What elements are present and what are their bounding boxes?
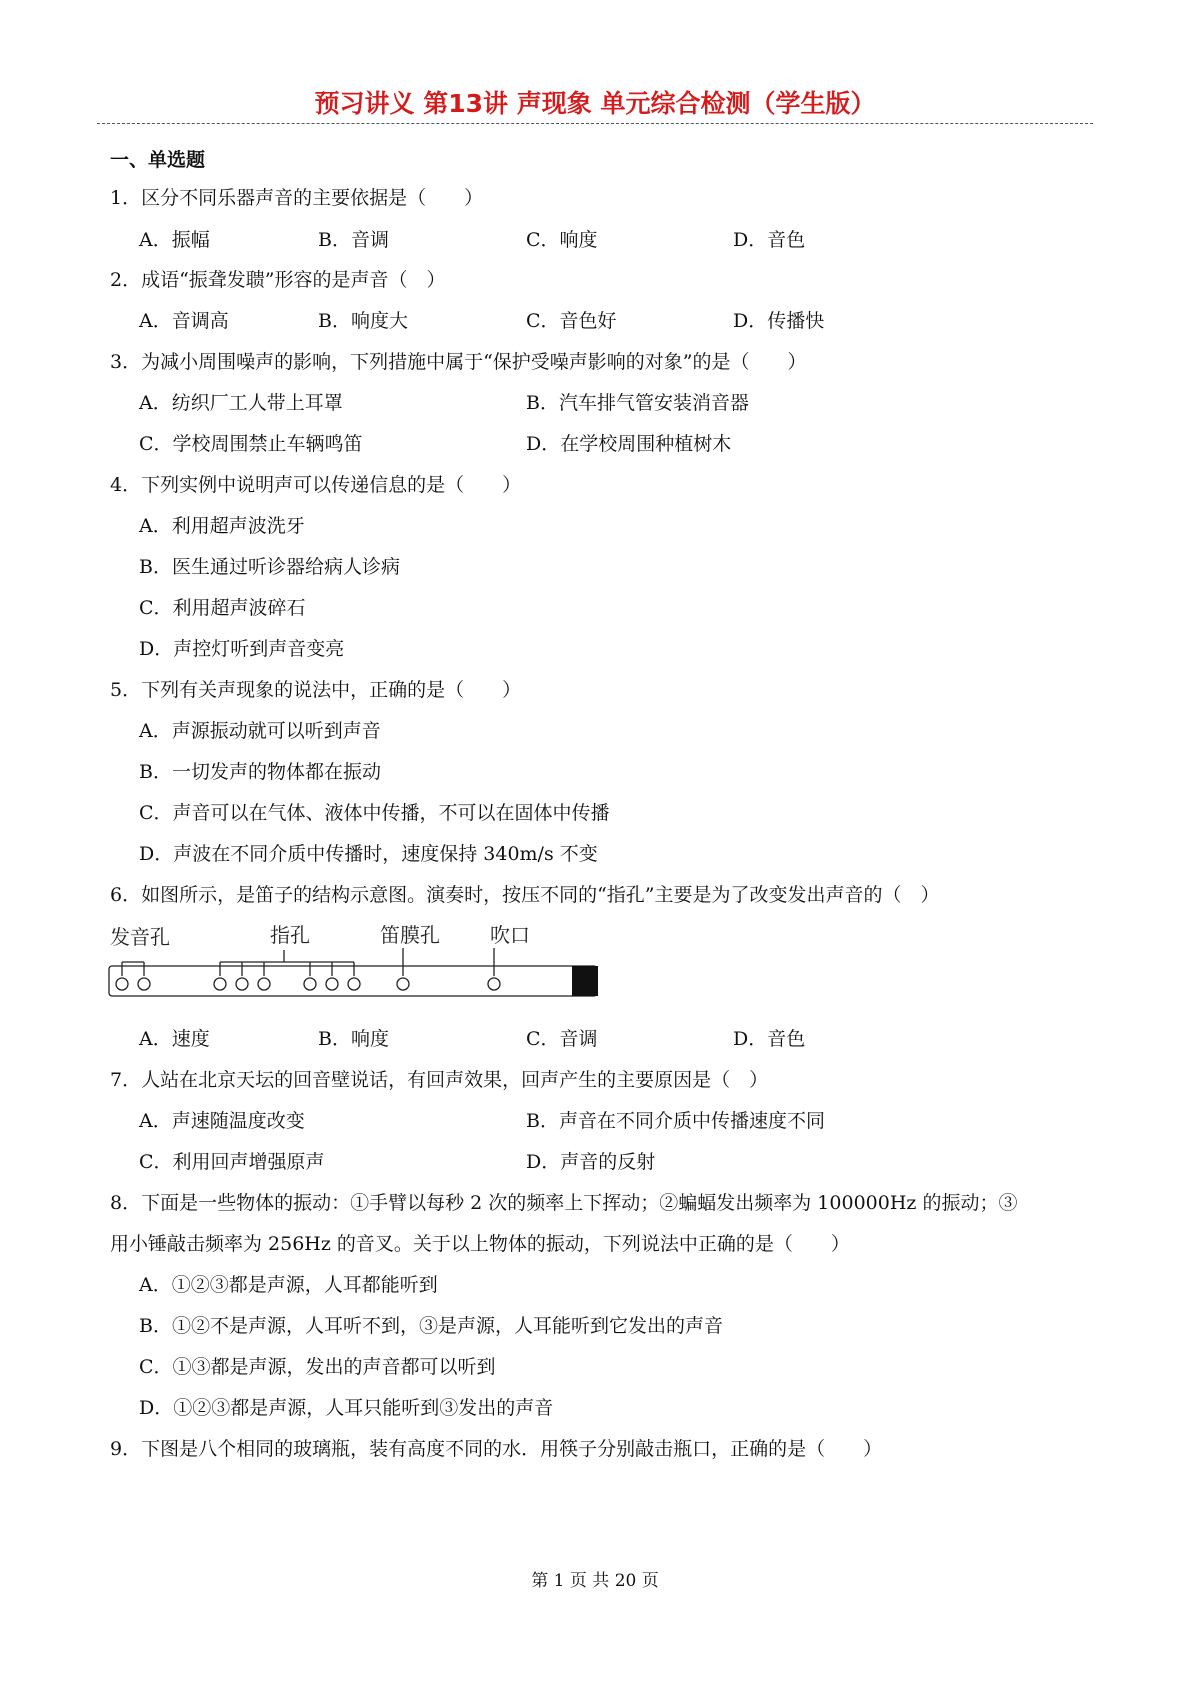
q5-option-b: B．一切发声的物体都在振动 (139, 761, 381, 783)
q8-option-a: A．①②③都是声源，人耳都能听到 (139, 1274, 438, 1296)
question-4-stem: 4．下列实例中说明声可以传递信息的是（ ） (110, 474, 522, 496)
page-footer: 第 1 页 共 20 页 (531, 1571, 659, 1591)
q3-option-a: A．纺织厂工人带上耳罩 (139, 392, 343, 414)
q2-option-a: A．音调高 (139, 310, 229, 332)
q4-option-b: B．医生通过听诊器给病人诊病 (139, 556, 400, 578)
label-membrane-hole: 笛膜孔 (380, 923, 440, 947)
question-6-stem: 6．如图所示，是笛子的结构示意图。演奏时，按压不同的“指孔”主要是为了改变发出声音的（ ） (110, 884, 940, 906)
question-2-stem: 2．成语“振聋发聩”形容的是声音（ ） (110, 269, 446, 291)
q6-option-d: D．音色 (733, 1028, 806, 1050)
q6-option-b: B．响度 (318, 1028, 389, 1050)
q2-option-d: D．传播快 (733, 310, 825, 332)
title-divider (97, 123, 1093, 124)
q1-option-b: B．音调 (318, 229, 389, 251)
q1-option-d: D．音色 (733, 229, 806, 251)
q4-option-a: A．利用超声波洗牙 (139, 515, 305, 537)
question-3-stem: 3．为减小周围噪声的影响，下列措施中属于“保护受噪声影响的对象”的是（ ） (110, 351, 807, 373)
q7-option-b: B．声音在不同介质中传播速度不同 (526, 1110, 825, 1132)
q3-option-b: B．汽车排气管安装消音器 (526, 392, 749, 414)
q5-option-d: D．声波在不同介质中传播时，速度保持 340m/s 不变 (139, 843, 598, 865)
question-1-stem: 1．区分不同乐器声音的主要依据是（ ） (110, 187, 484, 209)
q4-option-d: D．声控灯听到声音变亮 (139, 638, 345, 660)
label-blow-hole: 吹口 (490, 923, 530, 947)
label-finger-holes: 指孔 (270, 923, 310, 947)
q3-option-c: C．学校周围禁止车辆鸣笛 (139, 433, 363, 455)
question-5-stem: 5．下列有关声现象的说法中，正确的是（ ） (110, 679, 522, 701)
flute-end-plug (572, 966, 598, 996)
q4-option-c: C．利用超声波碎石 (139, 597, 306, 619)
q5-option-c: C．声音可以在气体、液体中传播，不可以在固体中传播 (139, 802, 610, 824)
q2-option-b: B．响度大 (318, 310, 408, 332)
q5-option-a: A．声源振动就可以听到声音 (139, 720, 381, 742)
q6-option-a: A．速度 (139, 1028, 210, 1050)
section-heading: 一、单选题 (110, 149, 206, 171)
q8-option-c: C．①③都是声源，发出的声音都可以听到 (139, 1356, 496, 1378)
document-title: 预习讲义 第13讲 声现象 单元综合检测（学生版） (314, 89, 876, 118)
q6-option-c: C．音调 (526, 1028, 598, 1050)
question-8-stem-line-2: 用小锤敲击频率为 256Hz 的音叉。关于以上物体的振动，下列说法中正确的是（ ） (110, 1233, 850, 1255)
question-8-stem-line-1: 8．下面是一些物体的振动：①手臂以每秒 2 次的频率上下挥动；②蝙蝠发出频率为 100000Hz 的振动；③ (110, 1192, 1018, 1214)
q7-option-a: A．声速随温度改变 (139, 1110, 305, 1132)
q7-option-d: D．声音的反射 (526, 1151, 656, 1173)
question-9-stem: 9．下图是八个相同的玻璃瓶，装有高度不同的水．用筷子分别敲击瓶口，正确的是（ ） (110, 1438, 883, 1460)
flute-diagram (108, 918, 668, 1018)
q8-option-b: B．①②不是声源，人耳听不到，③是声源，人耳能听到它发出的声音 (139, 1315, 723, 1337)
q3-option-d: D．在学校周围种植树木 (526, 433, 732, 455)
q7-option-c: C．利用回声增强原声 (139, 1151, 325, 1173)
question-7-stem: 7．人站在北京天坛的回音壁说话，有回声效果，回声产生的主要原因是（ ） (110, 1069, 769, 1091)
q1-option-c: C．响度 (526, 229, 598, 251)
q2-option-c: C．音色好 (526, 310, 617, 332)
q8-option-d: D．①②③都是声源，人耳只能听到③发出的声音 (139, 1397, 554, 1419)
q1-option-a: A．振幅 (139, 229, 210, 251)
label-sound-hole: 发音孔 (110, 925, 170, 949)
